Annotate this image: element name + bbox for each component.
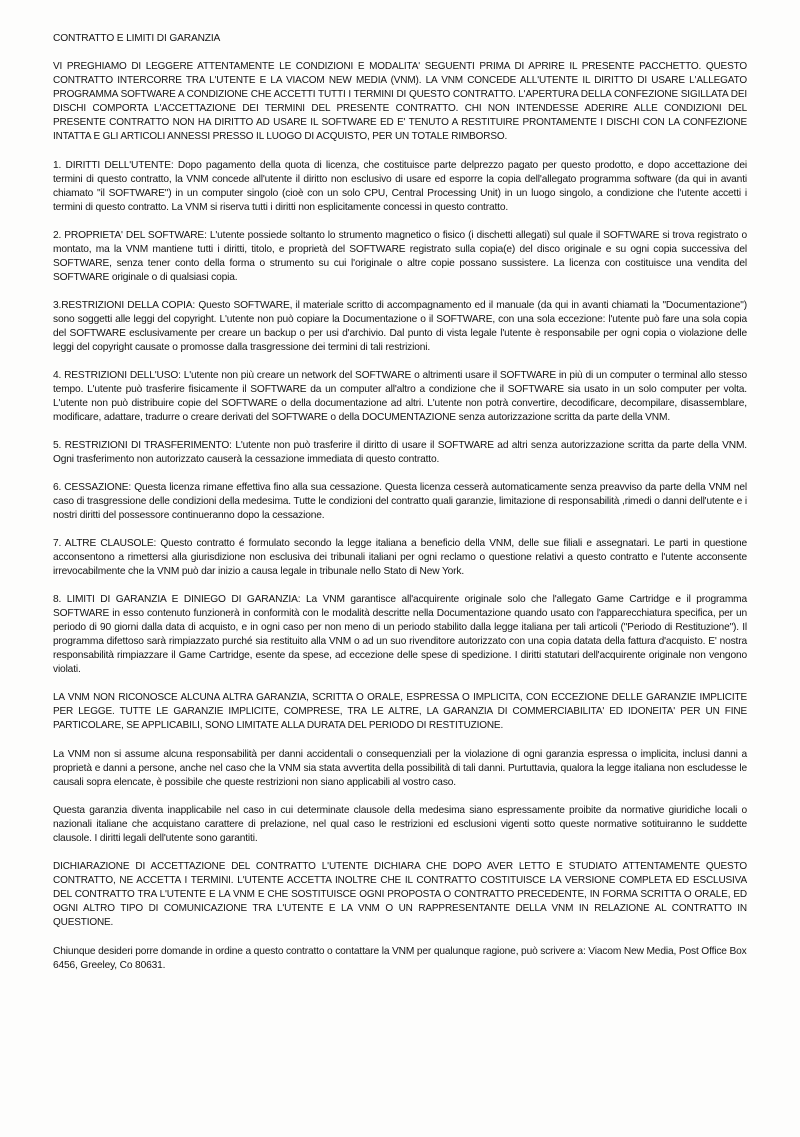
document-title: CONTRATTO E LIMITI DI GARANZIA: [53, 33, 221, 44]
section-heading: 5. RESTRIZIONI DI TRASFERIMENTO:: [53, 440, 232, 451]
section-heading: 6. CESSAZIONE:: [53, 482, 132, 493]
section-text: L'utente non più creare un network del SOFTWARE o altrimenti usare il SOFTWARE in più di un computer o terminal allo stesso tempo. L'utente può trasferire fisicamente il SOFTWARE da un computer all'altro a condizione che il SOFTWARE sia usato in un solo computer per volta. L'utente non può distribuire copie del SOFTWARE o della documentazione ad altri. L'utente non potrà convertire, decodificare, decompilare, disassemblare, modificare, adattare, tradurre o creare derivati del SOFTWARE o della DOCUMENTAZIONE senza autorizzazione scritta da parte della VNM.: [53, 370, 747, 423]
contact-paragraph: Chiunque desideri porre domande in ordine a questo contratto o contattare la VNM per qualunque ragione, può scrivere a: Viacom New Media, Post Office Box 6456, Greeley, Co 80631.: [53, 946, 747, 971]
section-copy-restrictions: [53, 299, 747, 355]
applicability-paragraph: Questa garanzia diventa inapplicabile nel caso in cui determinate clausole della medesima siano espressamente proibite da normative giuridiche locali o nazionali italiane che acquistano carattere di prelazione, nel qual caso le restrizioni ed esclusioni vigenti sotto queste normative sotituiranno le suddette clausole. I diritti legali dell'utente sono garantiti.: [53, 805, 747, 844]
section-warranty-limits: [53, 593, 747, 677]
liability-paragraph: La VNM non si assume alcuna responsabilità per danni accidentali o consequenziali per la violazione di ogni garanzia espressa o implicita, inclusi danni a proprietà e danni a persone, anche nel caso che la VNM sia stata avvertita della possibilità di tali danni. Purtuttavia, qualora la legge italiana non escludesse le causali sopra elencate, è possibile che queste restrizioni non siano applicabili al vostro caso.: [53, 749, 747, 788]
section-transfer-restrictions: [53, 439, 747, 467]
section-user-rights: [53, 159, 747, 215]
section-other-clauses: [53, 537, 747, 579]
warranty-disclaimer: LA VNM NON RICONOSCE ALCUNA ALTRA GARANZIA, SCRITTA O ORALE, ESPRESSA O IMPLICITA, CON ECCEZIONE DELLE GARANZIE IMPLICITE PER LEGGE. TUTTE LE GARANZIE IMPLICITE, COMPRESE, TRA LE ALTRE, LA GARANZIA DI COMMERCIABILITA' ED IDONEITA' PER UN FINE PARTICOLARE, SE APPLICABILI, SONO LIMITATE ALLA DURATA DEL PERIODO DI RESTITUZIONE.: [53, 692, 747, 731]
section-heading: 2. PROPRIETA' DEL SOFTWARE:: [53, 230, 207, 241]
section-heading: 1. DIRITTI DELL'UTENTE:: [53, 160, 174, 171]
section-text: Dopo pagamento della quota di licenza, che costituisce parte delprezzo pagato per questo prodotto, e dopo accettazione dei termini di questo contratto, la VNM concede all'utente il diritto non esclusivo di usare ed esporre la copia dell'allegato programma software (da qui in avanti chiamato "il SOFTWARE") in un computer singolo (cioè con un solo CPU, Central Processing Unit) in un luogo singolo, a condizione che l'utente accetti i termini di questo contratto. La VNM si riserva tutti i diritti non esplicitamente concessi in questo contratto.: [53, 160, 748, 213]
section-use-restrictions: [53, 369, 747, 425]
section-text: L'utente possiede soltanto lo strumento magnetico o fisico (i dischetti allegati) sul quale il SOFTWARE si trova registrato o montato, ma la VNM mantiene tutti i diritti, titolo, e proprietà del SOFTWARE registrato sulla copia(e) del disco originale e su ogni copia successiva del SOFTWARE, senza tener conto della forma o strumento su cui l'originale o altre copie possano sussistere. La licenza con costituisce una vendita del SOFTWARE originale o di qualsiasi copia.: [53, 230, 747, 283]
section-heading: 7. ALTRE CLAUSOLE:: [53, 538, 157, 549]
section-text: Questo contratto é formulato secondo la legge italiana a beneficio della VNM, delle sue filiali e assegnatari. Le parti in questione acconsentono a rimettersi alla giurisdizione non esclusiva dei tribunali italiani per ogni reclamo o questione relativi a questo contratto e l'utente acconsente irrevocabilmente che la VNM può dar inizio a causa legale in tribunale nello Stato di New York.: [53, 538, 747, 577]
section-heading: 8. LIMITI DI GARANZIA E DINIEGO DI GARANZIA:: [53, 594, 301, 605]
section-termination: [53, 481, 747, 523]
contract-document: [53, 32, 747, 973]
section-heading: 3.RESTRIZIONI DELLA COPIA:: [53, 300, 196, 311]
section-text: Questo SOFTWARE, il materiale scritto di accompagnamento ed il manuale (da qui in avanti chiamati la "Documentazione") sono soggetti alle leggi del copyright. L'utente non può copiare la Documentazione o il SOFTWARE, con una sola eccezione: l'utente può fare una sola copia del SOFTWARE esclusivamente per creare un backup o per usi d'archivio. Dal punto di vista legale l'utente è responsabile per ogni copia o violazione delle leggi del copyright causate o promosse dalla trasgressione dei termini di tali restrizioni.: [53, 300, 747, 353]
section-heading: 4. RESTRIZIONI DELL'USO:: [53, 370, 181, 381]
section-text: La VNM garantisce all'acquirente originale solo che l'allegato Game Cartridge e il programma SOFTWARE in esso contenuto funzionerà in conformità con le modalità descritte nella Documentazione quando usato con l'apparecchiatura specifica, per un periodo di 90 giorni dalla data di acquisto, e in ogni caso per non meno di un periodo stabilito dalla legge italiana per tali articoli ("Periodo di Restituzione"). Il programma difettoso sarà rimpiazzato purché sia restituito alla VNM o ad un suo rivenditore autorizzato con una copia datata della fattura d'acquisto. E' nostra responsabilità rimpiazzare il Game Cartridge, esente da spese, ad eccezione delle spese di spedizione. I diritti statutari dell'acquirente originale non vengono violati.: [53, 594, 748, 675]
acceptance-declaration: DICHIARAZIONE DI ACCETTAZIONE DEL CONTRATTO L'UTENTE DICHIARA CHE DOPO AVER LETTO E STUDIATO ATTENTAMENTE QUESTO CONTRATTO, NE ACCETTA I TERMINI. L'UTENTE ACCETTA INOLTRE CHE IL CONTRATTO COSTITUISCE LA VERSIONE COMPLETA ED ESCLUSIVA DEL CONTRATTO TRA L'UTENTE E LA VNM E CHE SOSTITUISCE OGNI PROPOSTA O CONTRATTO PRECEDENTE, IN FORMA SCRITTA O ORALE, ED OGNI ALTRO TIPO DI COMUNICAZIONE TRA L'UTENTE E LA VNM O UN RAPPRESENTANTE DELLA VNM IN RELAZIONE AL CONTRATTO IN QUESTIONE.: [53, 861, 747, 928]
section-text: L'utente non può trasferire il diritto di usare il SOFTWARE ad altri senza autorizzazione scritta da parte della VNM. Ogni trasferimento non autorizzato causerà la cessazione immediata di questo contratto.: [53, 440, 747, 465]
section-text: Questa licenza rimane effettiva fino alla sua cessazione. Questa licenza cesserà automaticamente senza preavviso da parte della VNM nel caso di trasgressione delle condizioni della medesima. Tutte le condizioni del contratto quali garanzie, limitazione di responsabilità ,rimedi o danni dell'utente e i nostri diritti del possessore continueranno dopo la cessazione.: [53, 482, 747, 521]
section-software-ownership: [53, 229, 747, 285]
intro-paragraph: VI PREGHIAMO DI LEGGERE ATTENTAMENTE LE CONDIZIONI E MODALITA' SEGUENTI PRIMA DI APRIRE IL PRESENTE PACCHETTO. QUESTO CONTRATTO INTERCORRE TRA L'UTENTE E LA VIACOM NEW MEDIA (VNM). LA VNM CONCEDE ALL'UTENTE IL DIRITTO DI USARE L'ALLEGATO PROGRAMMA SOFTWARE A CONDIZIONE CHE ACCETTI TUTTI I TERMINI DI QUESTO CONTRATTO. L'APERTURA DELLA CONFEZIONE SIGILLATA DEI DISCHI COMPORTA L'ACCETTAZIONE DEI TERMINI DEL PRESENTE CONTRATTO. CHI NON INTENDESSE ADERIRE ALLE CONDIZIONI DEL PRESENTE CONTRATTO NON HA DIRITTO AD USARE IL SOFTWARE ED E' TENUTO A RESTITUIRE PRONTAMENTE I DISCHI CON LA CONFEZIONE INTATTA E GLI ARTICOLI ANNESSI PRESSO IL LUOGO DI ACQUISTO, PER UN TOTALE RIMBORSO.: [53, 61, 747, 142]
